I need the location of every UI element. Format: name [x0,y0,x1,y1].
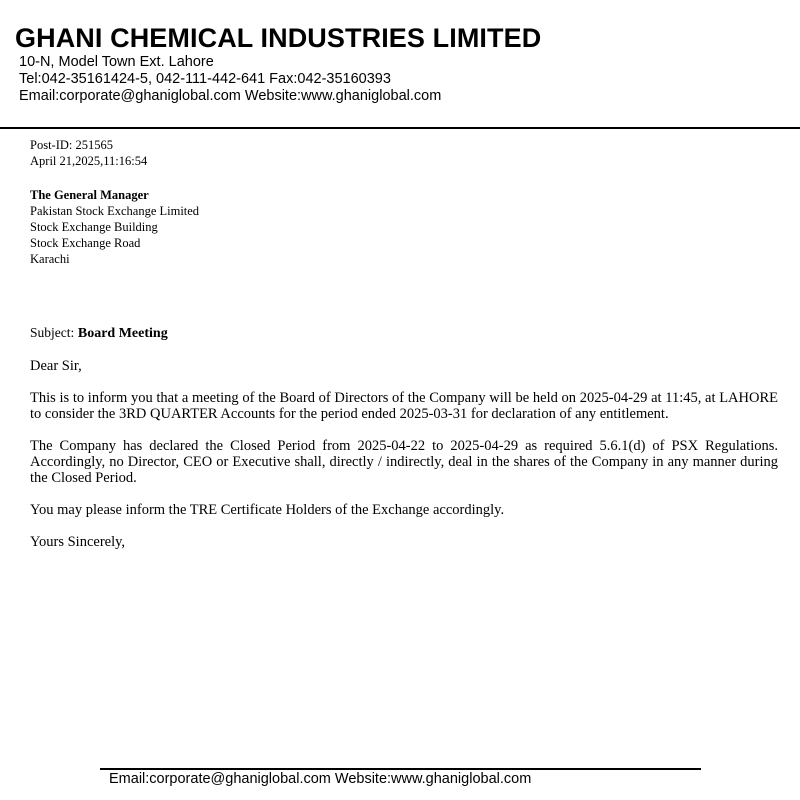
recipient-title: The General Manager [30,188,149,202]
footer-email-website: Email:corporate@ghaniglobal.com Website:www.ghaniglobal.com [109,771,532,787]
salutation: Dear Sir, [30,358,82,374]
footer-divider [100,768,701,770]
meeting-paragraph: This is to inform you that a meeting of the Board of Directors of the Company will be held on 2025-04-29 at 11:45, at LAHORE to consider the 3RD QUARTER Accounts for the period ended 2025-03-31 for declaration of any entitlement. [30,390,778,422]
recipient-line: Pakistan Stock Exchange Limited [30,204,200,218]
company-email-website: Email:corporate@ghaniglobal.com Website:www.ghaniglobal.com [19,88,442,104]
closing: Yours Sincerely, [30,534,126,550]
recipient-line: Stock Exchange Road [30,236,141,250]
inform-paragraph: You may please inform the TRE Certificate Holders of the Exchange accordingly. [30,502,505,518]
letter-body [30,137,778,550]
company-name: GHANI CHEMICAL INDUSTRIES LIMITED [15,23,542,53]
post-meta [30,137,778,169]
letterhead [0,0,800,129]
company-address: 10-N, Model Town Ext. Lahore [19,54,214,70]
subject-label: Subject: [30,325,75,340]
closed-period-paragraph: The Company has declared the Closed Period from 2025-04-22 to 2025-04-29 as required 5.6.1(d) of PSX Regulations. Accordingly, no Director, CEO or Executive shall, directly / indirectly, deal in the shares of the Company in any manner during the Closed Period. [30,438,778,486]
header-divider [0,127,800,129]
subject-value: Board Meeting [77,326,168,341]
recipient-line: Stock Exchange Building [30,220,158,234]
recipient-line: Karachi [30,252,70,266]
post-id: Post-ID: 251565 [30,138,113,152]
subject-line [30,325,778,342]
company-phone-fax: Tel:042-35161424-5, 042-111-442-641 Fax:042-35160393 [19,71,391,87]
recipient-address [30,187,778,267]
post-datetime: April 21,2025,11:16:54 [30,154,148,168]
